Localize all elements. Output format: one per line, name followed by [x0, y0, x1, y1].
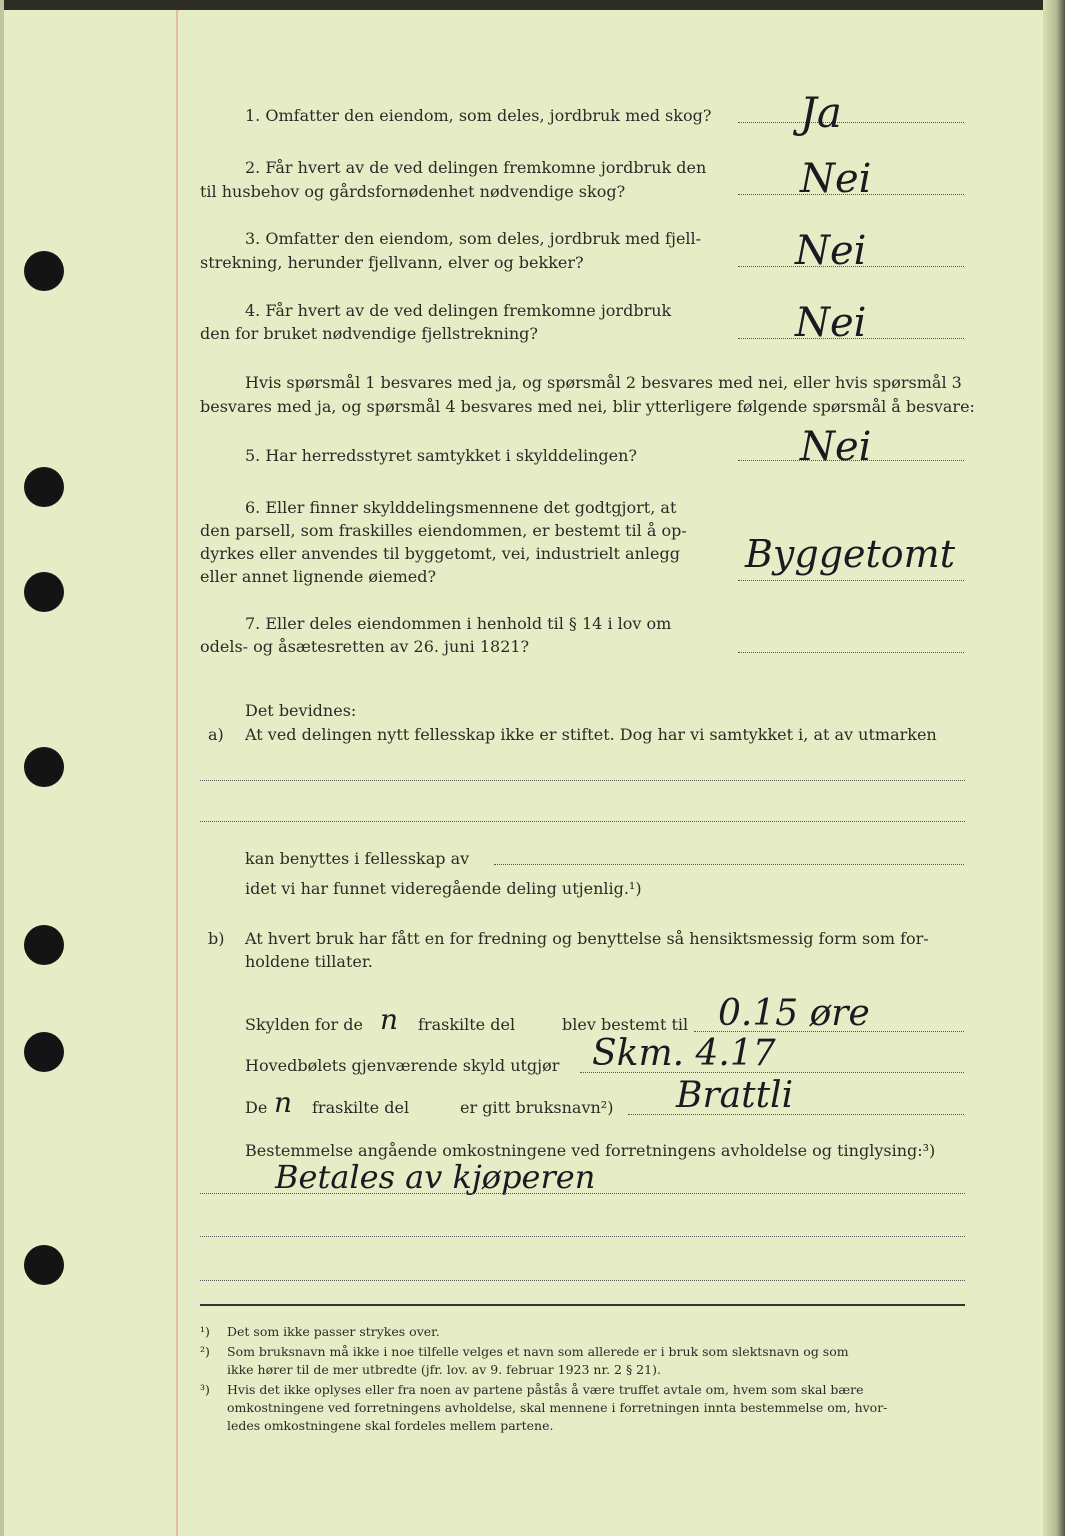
blank-line — [200, 1193, 965, 1194]
footnote-1-marker: ¹) — [200, 1324, 210, 1339]
footnote-1: Det som ikke passer strykes over. — [227, 1324, 440, 1339]
section-a-line2: kan benyttes i fellesskap av — [245, 849, 470, 868]
section-a-text: At ved delingen nytt fellesskap ikke er stiftet. Dog har vi samtykket i, at av utmarken — [245, 725, 937, 744]
blank-line — [494, 864, 964, 865]
footnote-3-marker: ³) — [200, 1382, 210, 1397]
punch-hole — [24, 1032, 64, 1072]
footnote-divider — [200, 1304, 965, 1306]
question-5: 5. Har herredsstyret samtykket i skylddelingen? — [245, 446, 637, 465]
bruksnavn-label-3: er gitt bruksnavn²) — [460, 1098, 614, 1117]
handwritten-answer-5: Nei — [800, 424, 872, 470]
answer-line — [738, 580, 964, 581]
blank-line — [200, 1280, 965, 1281]
instruction-line1: Hvis spørsmål 1 besvares med ja, og spørsmål 2 besvares med nei, eller hvis spørsmål 3 — [245, 373, 962, 392]
answer-line — [738, 122, 964, 123]
footnote-2-marker: ²) — [200, 1344, 210, 1359]
question-7-line1: 7. Eller deles eiendommen i henhold til § 14 i lov om — [245, 614, 672, 633]
blank-line — [200, 780, 965, 781]
bevidnes-heading: Det bevidnes: — [245, 701, 357, 720]
bruksnavn-label-2: fraskilte del — [312, 1098, 410, 1117]
question-6-line3: dyrkes eller anvendes til byggetomt, vei, industrielt anlegg — [200, 544, 680, 563]
margin-line — [176, 10, 178, 1536]
section-a-marker: a) — [208, 725, 224, 744]
footnote-3-line3: ledes omkostningene skal fordeles mellem partene. — [227, 1418, 554, 1433]
punch-hole — [24, 1245, 64, 1285]
footnote-2-line2: ikke hører til de mer utbredte (jfr. lov. av 9. februar 1923 nr. 2 § 21). — [227, 1362, 661, 1377]
bruksnavn-label-1: De — [245, 1098, 268, 1117]
section-b-line1: At hvert bruk har fått en for fredning og benyttelse så hensiktsmessig form som for- — [245, 929, 929, 948]
punch-hole — [24, 572, 64, 612]
handwritten-bruksnavn: Brattli — [676, 1075, 794, 1116]
question-2-line2: til husbehov og gårdsfornødenhet nødvendige skog? — [200, 182, 626, 201]
section-a-line3: idet vi har funnet videregående deling utjenlig.¹) — [245, 879, 642, 898]
blank-line — [200, 1236, 965, 1237]
footnote-2-line1: Som bruksnavn må ikke i noe tilfelle velges et navn som allerede er i bruk som slektsnavn og som — [227, 1344, 849, 1359]
punch-hole — [24, 925, 64, 965]
handwritten-n-1: n — [380, 1003, 399, 1036]
punch-hole — [24, 747, 64, 787]
question-4-line1: 4. Får hvert av de ved delingen fremkomne jordbruk — [245, 301, 672, 320]
question-1: 1. Omfatter den eiendom, som deles, jordbruk med skog? — [245, 106, 712, 125]
scan-left-border — [0, 0, 4, 1536]
handwritten-skyld-value: 0.15 øre — [718, 993, 870, 1034]
handwritten-omkostning: Betales av kjøperen — [275, 1158, 596, 1196]
question-7-line2: odels- og åsætesretten av 26. juni 1821? — [200, 637, 530, 656]
handwritten-answer-6: Byggetomt — [745, 532, 955, 576]
blank-line — [200, 821, 965, 822]
question-3-line2: strekning, herunder fjellvann, elver og bekker? — [200, 253, 584, 272]
section-b-marker: b) — [208, 929, 225, 948]
omkostning-label: Bestemmelse angående omkostningene ved forretningens avholdelse og tinglysing:³) — [245, 1141, 936, 1160]
handwritten-answer-4: Nei — [795, 300, 867, 346]
skyld-label-2: fraskilte del — [418, 1015, 516, 1034]
question-2-line1: 2. Får hvert av de ved delingen fremkomne jordbruk den — [245, 158, 707, 177]
handwritten-n-2: n — [274, 1086, 293, 1119]
answer-line — [738, 652, 964, 653]
scan-top-border — [0, 0, 1065, 10]
section-b-line2: holdene tillater. — [245, 952, 373, 971]
punch-hole — [24, 467, 64, 507]
hovedbol-label: Hovedbølets gjenværende skyld utgjør — [245, 1056, 560, 1075]
question-6-line4: eller annet lignende øiemed? — [200, 567, 437, 586]
punch-hole — [24, 251, 64, 291]
question-6-line2: den parsell, som fraskilles eiendommen, er bestemt til å op- — [200, 521, 687, 540]
question-3-line1: 3. Omfatter den eiendom, som deles, jordbruk med fjell- — [245, 229, 702, 248]
handwritten-answer-2: Nei — [800, 156, 872, 202]
skyld-label-3: blev bestemt til — [562, 1015, 689, 1034]
skyld-label-1: Skylden for de — [245, 1015, 363, 1034]
handwritten-answer-3: Nei — [795, 228, 867, 274]
scan-right-border — [1043, 0, 1065, 1536]
footnote-3-line1: Hvis det ikke oplyses eller fra noen av partene påstås å være truffet avtale om, hvem som skal bære — [227, 1382, 864, 1397]
footnote-3-line2: omkostningene ved forretningens avholdelse, skal mennene i forretningen innta bestemmelse om, hvor- — [227, 1400, 888, 1415]
instruction-line2: besvares med ja, og spørsmål 4 besvares med nei, blir ytterligere følgende spørsmål å besvare: — [200, 397, 975, 416]
handwritten-answer-1: Ja — [800, 88, 842, 137]
question-6-line1: 6. Eller finner skylddelingsmennene det godtgjort, at — [245, 498, 677, 517]
question-4-line2: den for bruket nødvendige fjellstrekning? — [200, 324, 538, 343]
handwritten-hovedbol-value: Skm. 4.17 — [592, 1033, 776, 1074]
